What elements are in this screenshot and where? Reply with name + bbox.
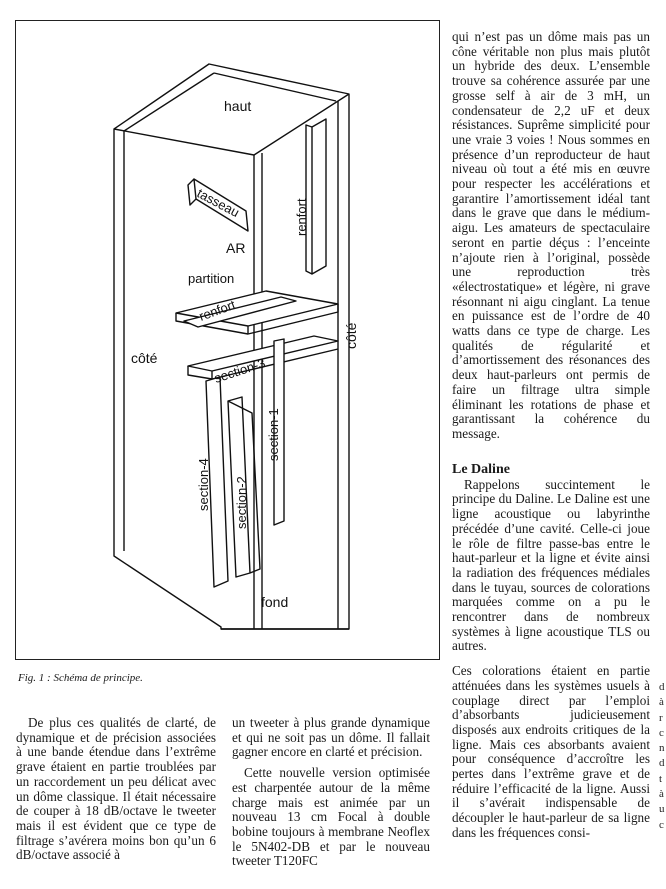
section-heading-daline: Le Daline: [452, 461, 510, 477]
label-fond: fond: [261, 594, 289, 610]
middle-para-1: un tweeter à plus grande dynamique et qui ne soit pas un dôme. Il fallait gagner encore en clarté et précision.: [232, 715, 430, 760]
right-para-1: qui n’est pas un dôme mais pas un cône véritable non plus mais plutôt un hybride des deux. L’ensemble trouve sa cohérence assurée par une grosse self à air de 3 mH, un condensateur de 2,2 uF et deux résistances. Suprême simplicité pour une vraie 3 voies ! Nous sommes en présence d’un reproducteur de haut niveau où tout a été mis en œuvre pour respecter les accélérations et garantire l’amortissement idéal tant dans le grave que dans le médium-aigu. Les amateurs de spectaculaire seront en partie déçus : l’enceinte n’ajoute rien à l’original, possède une reproduction très «électrostatique» et légère, ni grave résonnant ni aigu cinglant. La tenue en puissance est de l’ordre de 40 watts dans ce type de charge. Les qualités de régularité et d’amortissement des résonances des deux haut-parleurs ont permis de faire un filtrage ultra simple éliminant les rotations de phase et garantissant la cohérence du message.: [452, 29, 650, 441]
left-para-1: De plus ces qualités de clarté, de dynamique et de précision associées à une bande étendue dans l’extrême grave étaient en partie troublées par un raccordement un peu délicat avec un dôme classique. Il était nécessaire de couper à 18 dB/octave le tweeter mais il est évident que ce type de filtrage s’avérera moins bon qu’un 6 dB/octave associé à: [16, 715, 216, 863]
label-section1: section-1: [266, 408, 281, 461]
label-section4: section-4: [196, 458, 211, 511]
label-renfort-mid: renfort: [196, 296, 238, 324]
enclosure-diagram: [16, 21, 441, 661]
right-para-2: Rappelons succintement le principe du Daline. Le Daline est une ligne acoustique ou labyrinthe précédée d’une cavité. Celle-ci joue le rôle de filtre passe-bas entre le haut-parleur et la ligne et évite ainsi la radiation des fréquences médiales dans le tuyau, sources de colorations marquées comme on a pu le rencontrer dans de nombreux systèmes à ligne acoustique TLS ou autres.: [452, 476, 650, 654]
renfort-vertical: [312, 119, 326, 274]
label-cote-left: côté: [131, 350, 158, 366]
middle-column: [232, 716, 430, 869]
label-section2: section-2: [234, 476, 249, 529]
label-cote-right: côté: [343, 322, 359, 349]
label-haut: haut: [224, 98, 252, 114]
right-column: [452, 30, 650, 841]
left-column: [16, 716, 216, 863]
middle-para-2: Cette nouvelle version optimisée est charpentée autour de la même charge mais est animée par un nouveau 13 cm Focal à double bobine toujours à membrane Neoflex le 5N402-DB et par le nouveau tweeter T120FC: [232, 765, 430, 869]
figure-schematic: [15, 20, 440, 660]
figure-caption: Fig. 1 : Schéma de principe.: [18, 672, 143, 684]
label-partition: partition: [188, 271, 235, 286]
label-section3: section-3: [212, 355, 268, 386]
label-renfort-top: renfort: [294, 198, 309, 236]
adjacent-column-edge: d à r c n d t à u c: [659, 681, 665, 831]
label-ar: AR: [226, 240, 246, 256]
right-para-3: Ces colorations étaient en partie atténuées dans les systèmes usuels à couplage direct par l’emploi d’absorbants judicieusement disposés aux endroits critiques de la ligne. Mais ces absorbants avaient pour conséquence d’accroître les pertes dans l’extrême grave et de réduire l’efficacité de la ligne. Aussi il s’avérait indispensable de découpler le haut-parleur de sa ligne dans les fréquences consi-: [452, 663, 650, 840]
label-tasseau: tasseau: [194, 185, 242, 221]
